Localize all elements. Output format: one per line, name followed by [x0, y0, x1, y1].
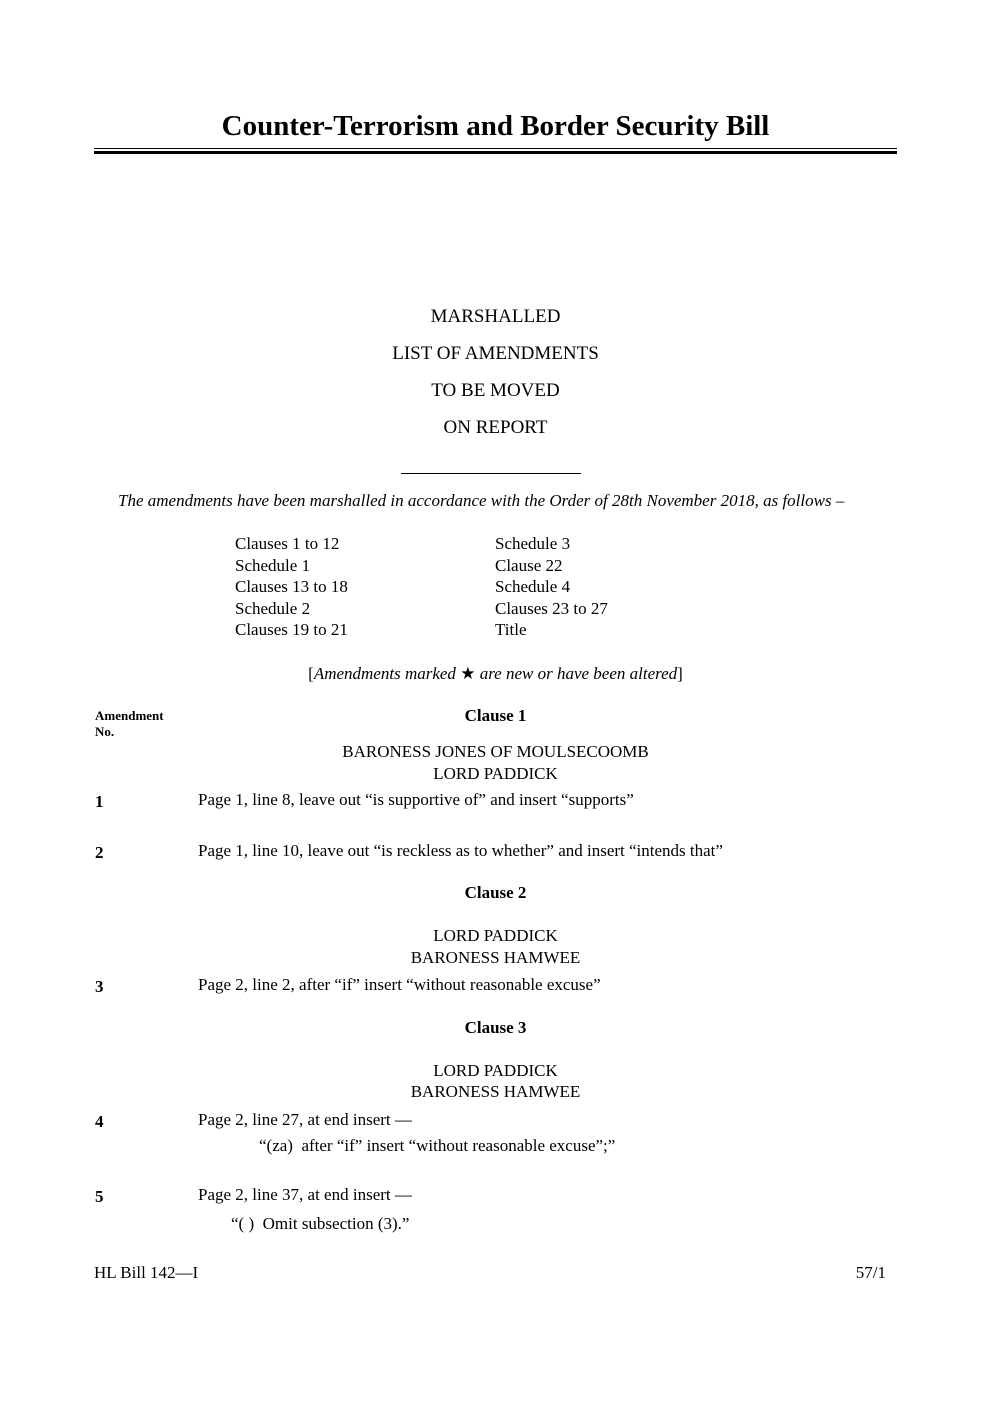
inserted-text: “( ) Omit subsection (3).” — [231, 1214, 410, 1233]
order-item: Schedule 4 — [495, 577, 571, 596]
clause-heading: Clause 2 — [464, 883, 527, 902]
heading-line-4: ON REPORT — [443, 417, 548, 438]
order-item: Schedule 2 — [235, 598, 311, 618]
amendment-number: 3 — [95, 977, 104, 996]
note-text-before: Amendments marked — [313, 664, 461, 683]
order-item: Clause 22 — [495, 555, 563, 575]
note-text-after: are new or have been altered — [475, 664, 678, 683]
sponsor-name: BARONESS HAMWEE — [410, 1082, 581, 1101]
order-item: Clauses 23 to 27 — [495, 598, 608, 618]
amendment-label-line1: Amendment — [95, 708, 164, 723]
order-item: Clauses 13 to 18 — [235, 577, 348, 596]
heading-line-3: TO BE MOVED — [431, 380, 560, 401]
sponsor-name: BARONESS HAMWEE — [410, 948, 581, 967]
amendment-number: 4 — [95, 1112, 104, 1131]
heading-line-2: LIST OF AMENDMENTS — [392, 343, 599, 364]
clause-heading: Clause 1 — [464, 706, 527, 725]
note-bracket-open: [ — [308, 664, 314, 683]
order-item: Schedule 3 — [495, 534, 571, 553]
amendment-text: Page 1, line 8, leave out “is supportive of” and insert “supports” — [198, 790, 634, 809]
order-item: Clauses 19 to 21 — [235, 620, 348, 639]
altered-note — [94, 663, 897, 685]
sponsor-name: BARONESS JONES OF MOULSECOOMB — [342, 742, 649, 761]
inserted-text: “(za) after “if” insert “without reasonable excuse”;” — [259, 1136, 616, 1155]
amendment-label-line2: No. — [95, 724, 115, 739]
heading-line-1: MARSHALLED — [430, 306, 561, 327]
sponsor-name: LORD PADDICK — [433, 764, 558, 783]
bill-reference: HL Bill 142—I — [94, 1263, 199, 1282]
order-item: Clauses 1 to 12 — [235, 534, 340, 553]
order-list-left — [235, 533, 348, 641]
title-rule-thick — [94, 151, 897, 154]
amendment-number: 1 — [95, 792, 104, 811]
amendment-number: 5 — [95, 1187, 104, 1206]
bill-title: Counter-Terrorism and Border Security Bill — [221, 110, 770, 142]
order-item: Schedule 1 — [235, 555, 311, 575]
star-icon: ★ — [460, 664, 476, 683]
amendment-text: Page 2, line 37, at end insert — — [198, 1185, 412, 1204]
order-item: Title — [495, 620, 527, 639]
amendment-text: Page 1, line 10, leave out “is reckless as to whether” and insert “intends that” — [198, 841, 723, 860]
heading-divider — [401, 473, 581, 474]
sponsor-name: LORD PADDICK — [433, 926, 558, 945]
note-bracket-close: ] — [677, 664, 683, 683]
order-list-right — [495, 533, 608, 641]
amendment-text: Page 2, line 27, at end insert — — [198, 1110, 412, 1129]
page-number: 57/1 — [855, 1263, 886, 1282]
amendment-number: 2 — [95, 843, 104, 862]
amendment-text: Page 2, line 2, after “if” insert “without reasonable excuse” — [198, 975, 601, 994]
intro-paragraph: The amendments have been marshalled in accordance with the Order of 28th November 2018, as follows – — [118, 491, 845, 510]
clause-heading: Clause 3 — [464, 1018, 527, 1037]
title-rule-thin — [94, 148, 897, 149]
sponsor-name: LORD PADDICK — [433, 1061, 558, 1080]
